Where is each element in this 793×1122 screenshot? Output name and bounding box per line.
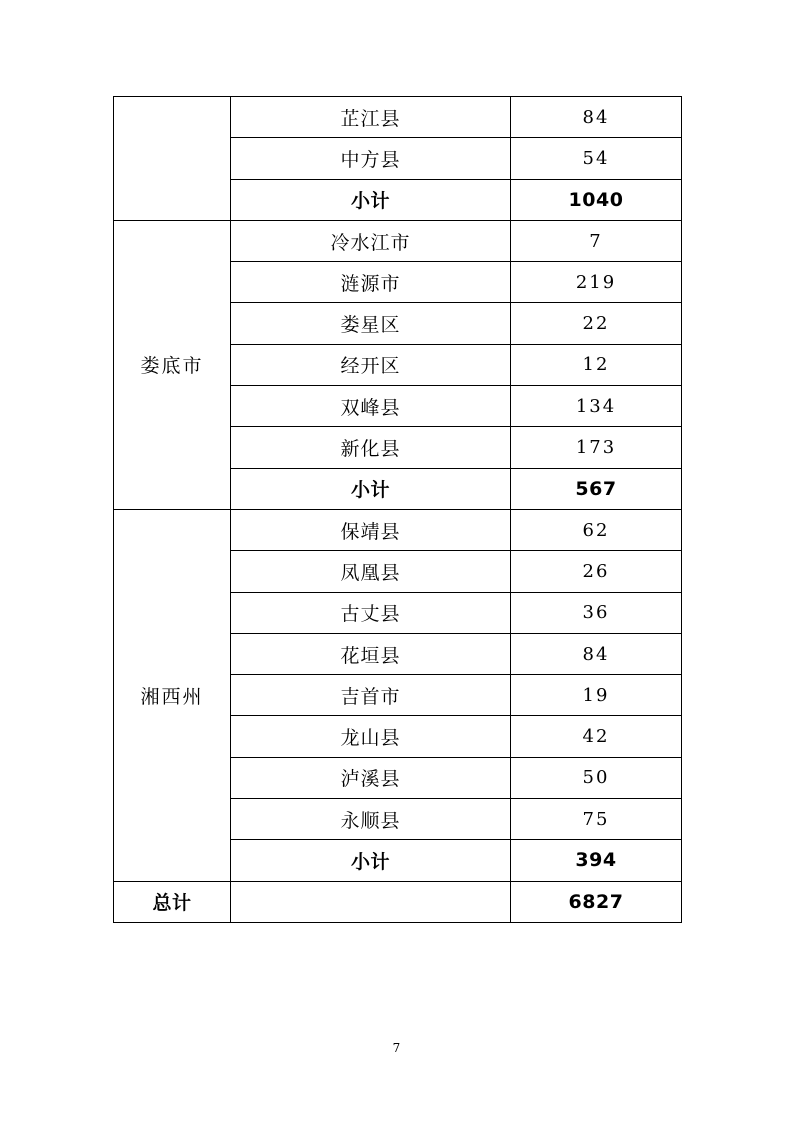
county-cell: 吉首市: [231, 675, 511, 716]
county-cell: 泸溪县: [231, 757, 511, 798]
value-cell: 62: [511, 509, 682, 550]
value-cell: 50: [511, 757, 682, 798]
county-cell: 经开区: [231, 344, 511, 385]
total-row: [114, 881, 682, 922]
value-cell: 173: [511, 427, 682, 468]
subtotal-value: 1040: [511, 179, 682, 220]
subtotal-label: 小计: [231, 179, 511, 220]
county-cell: 娄星区: [231, 303, 511, 344]
county-cell: 花垣县: [231, 633, 511, 674]
value-cell: 19: [511, 675, 682, 716]
county-cell: 双峰县: [231, 386, 511, 427]
subtotal-value: 567: [511, 468, 682, 509]
value-cell: 219: [511, 262, 682, 303]
county-cell: 龙山县: [231, 716, 511, 757]
value-cell: 54: [511, 138, 682, 179]
value-cell: 84: [511, 633, 682, 674]
county-cell: 新化县: [231, 427, 511, 468]
county-cell: 中方县: [231, 138, 511, 179]
city-cell: 湘西州: [114, 509, 231, 881]
value-cell: 22: [511, 303, 682, 344]
value-cell: 134: [511, 386, 682, 427]
county-cell: 保靖县: [231, 509, 511, 550]
subtotal-label: 小计: [231, 840, 511, 881]
city-cell: [114, 97, 231, 221]
total-label: 总计: [114, 881, 231, 922]
page-number: 7: [392, 1041, 401, 1055]
city-cell: 娄底市: [114, 220, 231, 509]
table-row: [114, 97, 682, 138]
county-cell: 芷江县: [231, 97, 511, 138]
value-cell: 84: [511, 97, 682, 138]
value-cell: 12: [511, 344, 682, 385]
county-cell: 涟源市: [231, 262, 511, 303]
table-row: [114, 509, 682, 550]
table-row: [114, 220, 682, 261]
county-cell: 永顺县: [231, 799, 511, 840]
total-empty-cell: [231, 881, 511, 922]
subtotal-label: 小计: [231, 468, 511, 509]
value-cell: 36: [511, 592, 682, 633]
total-value: 6827: [511, 881, 682, 922]
county-cell: 凤凰县: [231, 551, 511, 592]
county-cell: 冷水江市: [231, 220, 511, 261]
subtotal-value: 394: [511, 840, 682, 881]
value-cell: 42: [511, 716, 682, 757]
statistics-table: [113, 96, 682, 923]
value-cell: 7: [511, 220, 682, 261]
value-cell: 75: [511, 799, 682, 840]
value-cell: 26: [511, 551, 682, 592]
county-cell: 古丈县: [231, 592, 511, 633]
